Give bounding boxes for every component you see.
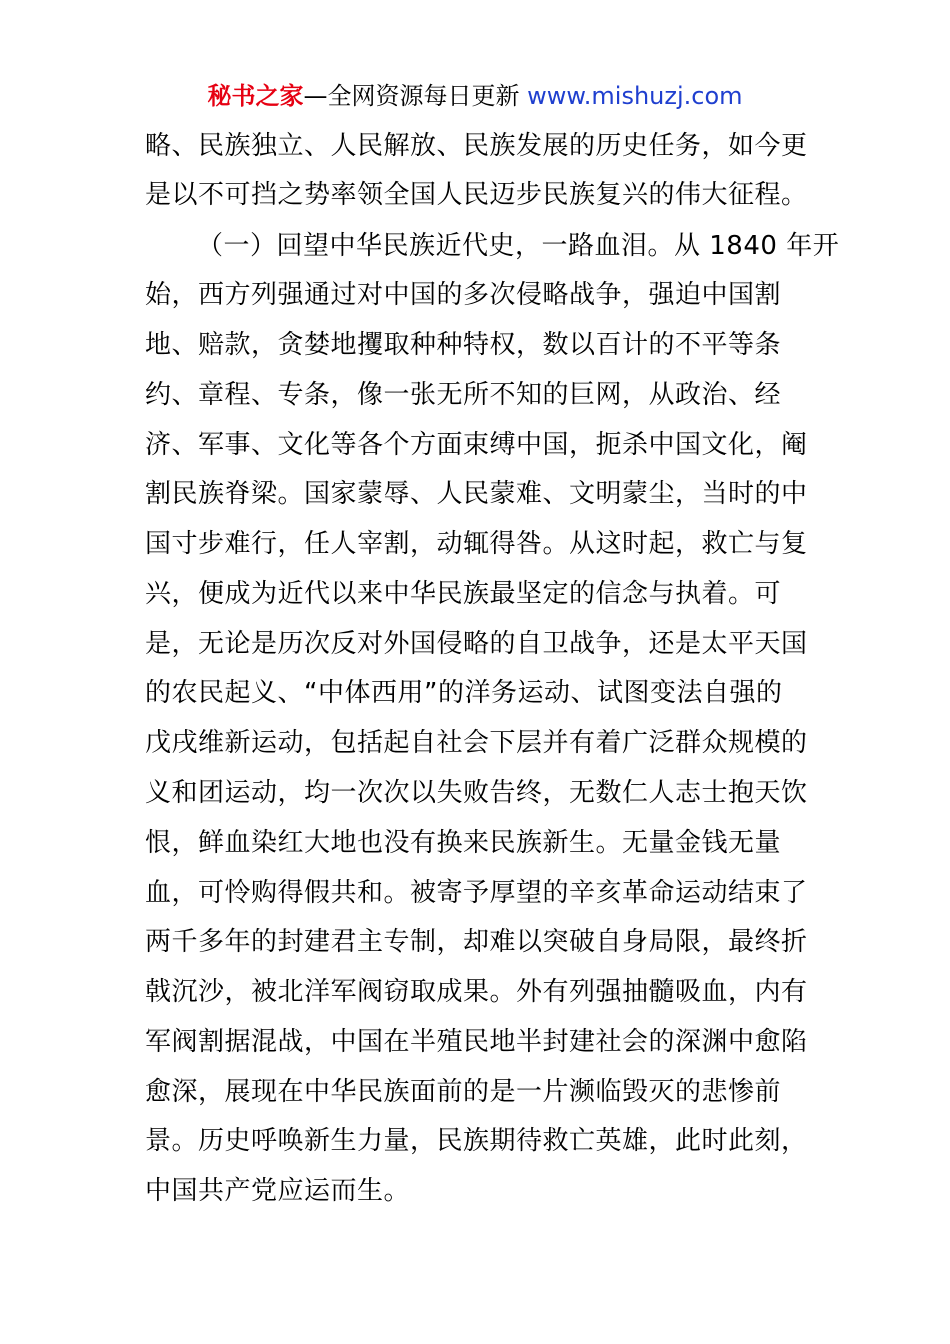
text-line: 的农民起义、“中体西用”的洋务运动、试图变法自强的 — [145, 678, 783, 708]
text-line: 军阀割据混战，中国在半殖民地半封建社会的深渊中愈陷 — [145, 1027, 808, 1057]
site-header — [0, 80, 950, 112]
text-line: 是，无论是历次反对外国侵略的自卫战争，还是太平天国 — [145, 629, 808, 659]
text-line: 愈深，展现在中华民族面前的是一片濒临毁灭的悲惨前 — [145, 1077, 782, 1107]
text-line: 兴，便成为近代以来中华民族最坚定的信念与执着。可 — [145, 579, 782, 609]
site-brand: 秘书之家 — [207, 82, 304, 110]
text-line: 血，可怜购得假共和。被寄予厚望的辛亥革命运动结束了 — [145, 878, 808, 908]
text-line: 始，西方列强通过对中国的多次侵略战争，强迫中国割 — [145, 280, 782, 310]
text-line: 两千多年的封建君主专制，却难以突破自身局限，最终折 — [145, 927, 808, 957]
text-line: 是以不可挡之势率领全国人民迈步民族复兴的伟大征程。 — [145, 180, 808, 210]
text-line: 义和团运动，均一次次以失败告终，无数仁人志士抱天饮 — [145, 778, 808, 808]
text-line: 割民族脊梁。国家蒙辱、人民蒙难、文明蒙尘，当时的中 — [145, 479, 808, 509]
text-line: 地、赔款，贪婪地攫取种种特权，数以百计的不平等条 — [145, 330, 782, 360]
site-tagline: —全网资源每日更新 — [303, 82, 528, 110]
text-line: 略、民族独立、人民解放、民族发展的历史任务，如今更 — [145, 131, 808, 161]
text-line: 约、章程、专条，像一张无所不知的巨网，从政治、经 — [145, 380, 782, 410]
site-url-link[interactable]: www.mishuzj.com — [527, 82, 743, 110]
text-line: 国寸步难行，任人宰割，动辄得咎。从这时起，救亡与复 — [145, 529, 808, 559]
text-line: 戊戌维新运动，包括起自社会下层并有着广泛群众规模的 — [145, 728, 808, 758]
text-line: 中国共产党应运而生。 — [145, 1176, 411, 1206]
text-line: 济、军事、文化等各个方面束缚中国，扼杀中国文化，阉 — [145, 430, 808, 460]
text-line: 恨，鲜血染红大地也没有换来民族新生。无量金钱无量 — [145, 828, 782, 858]
text-line: 景。历史呼唤新生力量，民族期待救亡英雄，此时此刻， — [145, 1126, 808, 1156]
section-heading-line: （一）回望中华民族近代史，一路血泪。从 1840 年开 — [197, 231, 840, 261]
text-line: 戟沉沙，被北洋军阀窃取成果。外有列强抽髓吸血，内有 — [145, 977, 808, 1007]
